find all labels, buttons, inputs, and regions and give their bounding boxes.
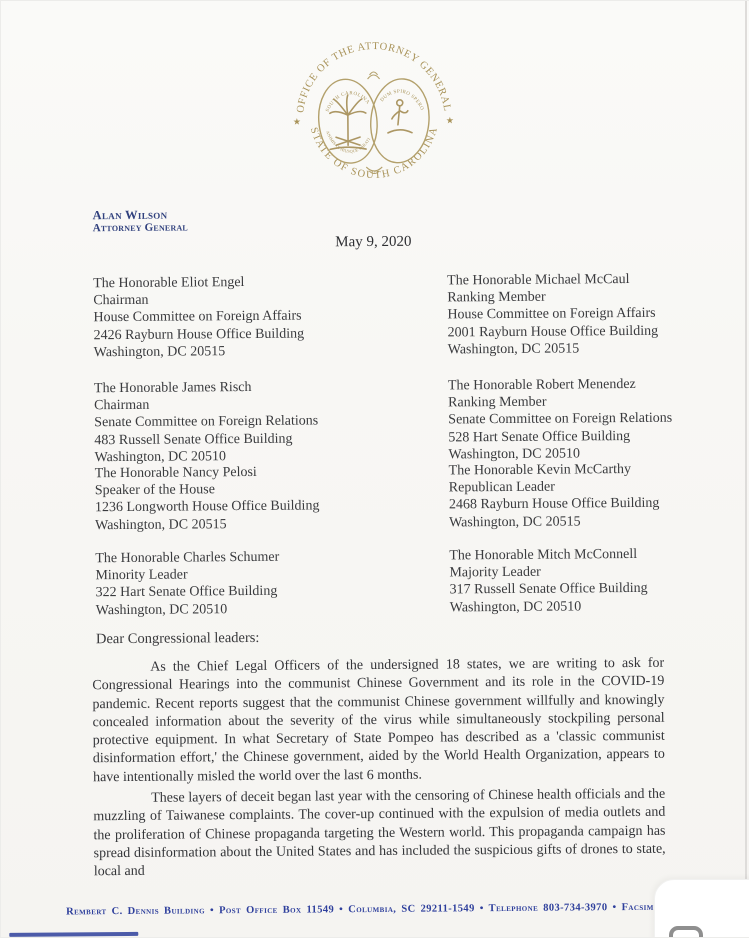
recipient-line: 322 Hart Senate Office Building: [95, 584, 278, 601]
recipient-line: The Honorable Mitch McConnell: [449, 546, 638, 564]
body-paragraph-1: As the Chief Legal Officers of the undersigned 18 states, we are writing to ask for Congressional Hearings into the communist Chinese Government and its role in the COVID-19 pandemic. Recent reports suggest that the communist Chinese government willfully and knowingly concealed information about the severity of the virus while simultaneously stockpiling personal protective equipment. In what Secretary of State Pompeo has described as a 'classic communist disinformation effort,' the Chinese government, aided by the World Health Organization, appears to have intentionally misled the world over the last 6 months.: [92, 655, 665, 786]
recipient-line: Minority Leader: [95, 567, 188, 584]
recipient-line: Washington, DC 20515: [93, 343, 226, 361]
recipient-line: 483 Russell Senate Office Building: [94, 431, 293, 448]
recipient-line: The Honorable James Risch: [93, 379, 252, 397]
recipient-block-engel: [93, 272, 444, 361]
recipient-block-mccarthy: [449, 460, 749, 532]
recipient-block-mcconnell: [449, 545, 749, 617]
recipient-line: The Honorable Charles Schumer: [95, 549, 280, 567]
recipient-line: The Honorable Nancy Pelosi: [94, 464, 257, 482]
laurel-accents: [366, 72, 383, 174]
recipient-line: Washington, DC 20515: [95, 516, 227, 533]
official-block: [93, 208, 188, 235]
recipient-line: Republican Leader: [448, 479, 555, 496]
seal-bottom-arc-text: STATE OF SOUTH CAROLINA: [307, 125, 441, 182]
recipient-line: House Committee on Foreign Affairs: [93, 308, 302, 326]
footer-address-line: Rembert C. Dennis Building • Post Office Box 11549 • Columbia, SC 29211-1549 • Telephone 803-734-3970 • Facsim: [66, 901, 654, 918]
seal-left-oval-bottom-text: ANIMIS OPIBUSQUE PARATI: [325, 130, 372, 154]
seal-star-right: ★: [445, 115, 455, 126]
seal-left-oval-top-text: SOUTH CAROLINA: [325, 91, 371, 113]
recipient-block-menendez: [448, 375, 749, 464]
recipient-line: Majority Leader: [449, 564, 541, 581]
recipient-line: Washington, DC 20510: [449, 598, 582, 616]
hope-figure-icon: [388, 100, 412, 133]
recipient-line: Washington, DC 20515: [448, 513, 581, 531]
overlay-panel: [654, 879, 749, 938]
letter-date: May 9, 2020: [335, 233, 412, 251]
recipient-line: 2468 Rayburn House Office Building: [448, 496, 660, 513]
rounded-square-icon[interactable]: [669, 926, 703, 938]
recipient-block-schumer: [95, 547, 446, 619]
page-edge-line: [745, 1, 747, 937]
recipient-line: Washington, DC 20510: [94, 448, 227, 466]
recipient-line: Washington, DC 20510: [448, 446, 581, 463]
recipient-line: 317 Russell Senate Office Building: [449, 581, 648, 598]
recipient-line: 2426 Rayburn House Office Building: [93, 326, 305, 343]
recipient-line: Senate Committee on Foreign Relations: [448, 411, 673, 428]
recipient-line: The Honorable Michael McCaul: [447, 271, 630, 289]
seal-top-arc-text: OFFICE OF THE ATTORNEY GENERAL: [295, 40, 453, 114]
recipient-block-risch: [94, 377, 445, 466]
recipient-line: Washington, DC 20510: [95, 601, 228, 618]
official-name: Alan Wilson: [92, 207, 168, 223]
body-paragraph-2: These layers of deceit began last year with the censoring of Chinese health officials and the muzzling of Taiwanese complaints. The cover-up continued with the expulsion of media outlets and the proliferation of Chinese propaganda targeting the Western world. This propaganda campaign has spread disinformation about the United States and has included the suspicious gifts of drones to state, local and: [93, 786, 666, 880]
recipient-line: 2001 Rayburn House Office Building: [447, 323, 659, 341]
recipient-block-mccaul: [447, 270, 749, 359]
recipient-block-pelosi: [95, 462, 446, 534]
footer-second-line-cutoff: [9, 932, 138, 937]
official-title: Attorney General: [92, 221, 188, 235]
recipient-line: 528 Hart Senate Office Building: [448, 428, 631, 446]
seal-star-left: ★: [292, 116, 302, 127]
recipient-line: House Committee on Foreign Affairs: [447, 306, 656, 323]
recipient-line: The Honorable Robert Menendez: [447, 376, 636, 394]
recipient-line: The Honorable Kevin McCarthy: [448, 461, 632, 479]
recipient-line: Washington, DC 20515: [447, 341, 580, 358]
recipient-line: Chairman: [94, 397, 150, 414]
recipient-line: Speaker of the House: [94, 482, 215, 499]
attorney-general-seal: [283, 26, 464, 207]
seal-right-oval-top-text: DUM SPIRO SPERO: [379, 89, 425, 112]
recipient-line: Ranking Member: [448, 394, 547, 411]
recipient-line: Senate Committee on Foreign Relations: [94, 413, 319, 431]
recipient-line: 1236 Longworth House Office Building: [94, 498, 320, 516]
recipient-line: Ranking Member: [447, 289, 546, 306]
recipient-line: The Honorable Eliot Engel: [93, 275, 245, 292]
salutation: Dear Congressional leaders:: [95, 629, 260, 648]
recipient-line: Chairman: [93, 292, 149, 309]
